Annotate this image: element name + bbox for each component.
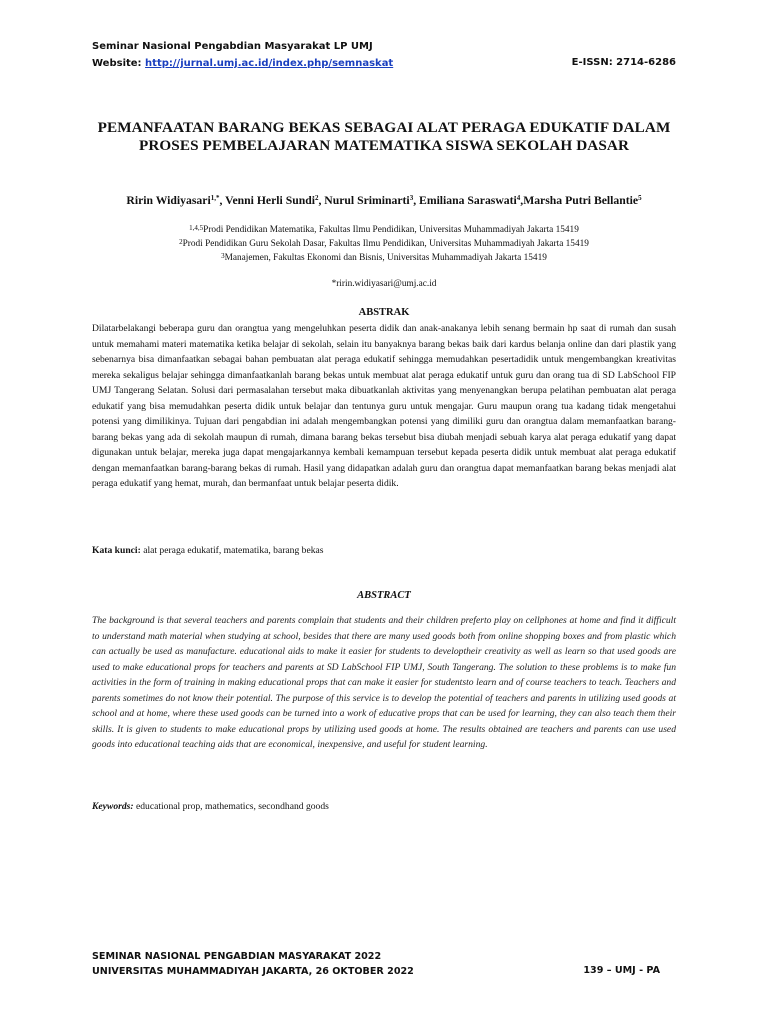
author-name: Venni Herli Sundi bbox=[225, 194, 315, 207]
affiliation-line: $^2$Prodi Pendidikan Guru Sekolah Dasar, Fakultas Ilmu Pendidikan, Universitas Muhammadiyah Jakarta 15419 bbox=[179, 238, 589, 249]
abstrak-heading: ABSTRAK bbox=[358, 307, 410, 318]
kata-kunci-label: Kata kunci: bbox=[92, 545, 141, 556]
issn-label: E-ISSN: 2714-6286 bbox=[571, 57, 676, 68]
keywords-label: Keywords: bbox=[92, 801, 134, 812]
author-sup: 4 bbox=[516, 194, 521, 202]
affiliation-line: $^3$Manajemen, Fakultas Ekonomi dan Bisnis, Universitas Muhammadiyah Jakarta 15419 bbox=[221, 252, 547, 263]
affiliation-list bbox=[92, 223, 676, 265]
author-sup: 2 bbox=[314, 194, 319, 202]
author-name: Ririn Widiyasari bbox=[126, 194, 211, 207]
kata-kunci-line bbox=[92, 545, 676, 556]
abstract-heading: ABSTRACT bbox=[357, 590, 411, 601]
author-sup: 5 bbox=[638, 194, 642, 202]
journal-website-line bbox=[92, 57, 393, 71]
corresponding-email[interactable]: *ririn.widiyasari@umj.ac.id bbox=[331, 279, 437, 289]
website-label: Website: bbox=[92, 58, 142, 69]
keywords-values: educational prop, mathematics, secondhand goods bbox=[135, 801, 329, 812]
keywords-line bbox=[92, 801, 676, 812]
kata-kunci-values: alat peraga edukatif, matematika, barang bekas bbox=[143, 545, 324, 556]
author-sup: 1,* bbox=[210, 194, 220, 202]
author-name: Nurul Sriminarti bbox=[324, 194, 410, 207]
paper-title: PEMANFAATAN BARANG BEKAS SEBAGAI ALAT PERAGA EDUKATIF DALAM PROSES PEMBELAJARAN MATEMATIKA SISWA SEKOLAH DASAR bbox=[97, 119, 671, 154]
affiliation-line: $^{1,4,5}$Prodi Pendidikan Matematika, Fakultas Ilmu Pendidikan, Universitas Muhammadiyah Jakarta 15419 bbox=[189, 224, 579, 235]
footer-seminar: SEMINAR NASIONAL PENGABDIAN MASYARAKAT 2022 bbox=[92, 951, 382, 962]
page-number: 139 – UMJ - PA bbox=[583, 965, 660, 976]
author-list: Ririn Widiyasari$^{1,*}$, Venni Herli Sundi$^2$, Nurul Sriminarti$^3$, Emiliana Saraswati$^4$,Marsha Putri Bellantie$^5$ bbox=[126, 194, 642, 207]
author-name: Emiliana Saraswati bbox=[419, 194, 517, 207]
footer-university: UNIVERSITAS MUHAMMADIYAH JAKARTA, 26 OKTOBER 2022 bbox=[92, 966, 414, 977]
author-sup: 3 bbox=[409, 194, 414, 202]
journal-header-title: Seminar Nasional Pengabdian Masyarakat LP UMJ bbox=[92, 41, 373, 52]
website-link[interactable]: http://jurnal.umj.ac.id/index.php/semnaskat bbox=[145, 58, 394, 69]
author-name: Marsha Putri Bellantie bbox=[523, 194, 639, 207]
abstract-body: The background is that several teachers and parents complain that students and their children preferto play on cellphones at home and find it difficult to understand math material when studying at school, besides that there are many used goods both from online shopping boxes and from plastic which can actually be used as manufacture. educational aids to make it easier for students to developtheir creativity as well as learn so that used goods are used to make educational props for teachers and parents at SD LabSchool FIP UMJ, South Tangerang. The solution to these problems is to make fun activities in the form of training in making educational props that can make it easier for studentsto learn and of course teachers to teach. Teachers and parents sometimes do not know their potential. The purpose of this service is to develop the potential of teachers and parents in utilizing used goods at school and at home, where these used goods can be turned into a work of educative props that can be used for learning, they can also teach them their skills. It is given to students to make educational props by utilizing used goods at home. The results obtained are teachers and parents can use used goods into educational teaching aids that are economical, inexpensive, and useful for student learning. bbox=[92, 615, 676, 750]
abstrak-body: Dilatarbelakangi beberapa guru dan orangtua yang mengeluhkan peserta didik dan anak-anakanya lebih senang bermain hp saat di rumah dan susah untuk memahami materi matematika ketika belajar di sekolah, selain itu banyaknya barang bekas baik dari kardus belanja online dan dari plastik yang sebenarnya bisa dimanfaatkan sebagai bahan pembuatan alat peraga edukatif sehingga memudahkan pesertadidik untuk mengembangkan kreativitas mereka sekaligus belajar sehingga dimanfaatkanlah barang bekas untuk membuat alat peraga edukatif untuk guru dan orang tua di SD LabSchool FIP UMJ Tangerang Selatan. Solusi dari permasalahan tersebut maka dibuatkanlah aktivitas yang menyenangkan berupa pelatihan pembuatan alat peraga edukatif yang bisa memudahkan peserta didik untuk belajar dan tentunya guru untuk mengajar. Guru maupun orang tua kadang tidak mengetahui potensi yang dimilikinya. Tujuan dari pengabdian ini adalah mengembangkan potensi yang dimiliki guru dan orangtua dalam memanfaatkan barang-barang bekas yang ada di sekolah maupun di rumah, dimana barang bekas tersebut bisa diubah menjadi sebuah karya alat peraga edukatif yang dapat digunakan untuk belajar, mereka juga dapat mengajarkannya kembali kemampuan tersebut kepada peserta didik untuk membuat alat peraga edukatif dengan memanfaatkan barang-barang bekas di rumah. Hasil yang didapatkan adalah guru dan orangtua dapat memanfaatkan barang bekas menjadi alat peraga edukatif yang hemat, murah, dan bermanfaat untuk belajar peserta didik. bbox=[92, 323, 676, 489]
